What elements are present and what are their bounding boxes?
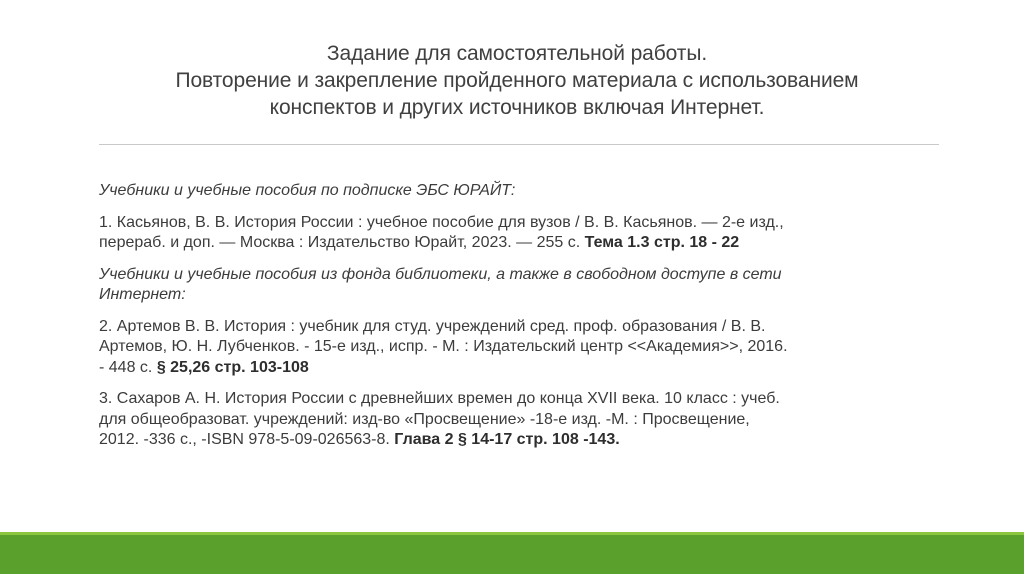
reference-2-pages: § 25,26 стр. 103-108 <box>156 358 309 376</box>
reference-3-line-3 <box>99 430 944 451</box>
section-heading-library <box>99 265 944 306</box>
reference-1-line-1: 1. Касьянов, В. В. История России : учебное пособие для вузов / В. В. Касьянов. — 2-е изд., <box>99 213 784 231</box>
title-line-2: Повторение и закрепление пройденного материала с использованием <box>175 69 859 92</box>
reference-3-line-1: 3. Сахаров А. Н. История России с древнейших времен до конца XVII века. 10 класс : учеб. <box>99 390 780 407</box>
slide-body <box>99 181 944 462</box>
heading-2-line-2: Интернет: <box>99 286 186 303</box>
heading-2-line-1: Учебники и учебные пособия из фонда библиотеки, а также в свободном доступе в сети <box>99 265 782 283</box>
reference-2-text: - 448 с. <box>99 358 157 376</box>
reference-1-line-2 <box>99 233 944 254</box>
reference-2-line-2: Артемов, Ю. Н. Лубченков. - 15-е изд., испр. - М. : Издательский центр <<Академия>>, 2016. <box>99 338 788 355</box>
reference-2-line-1: 2. Артемов В. В. История : учебник для студ. учреждений сред. проф. образования / В. В. <box>99 317 766 335</box>
title-divider <box>99 144 939 145</box>
reference-item-3 <box>99 389 944 451</box>
reference-item-2 <box>99 317 944 379</box>
footer-accent-bar <box>0 532 1024 574</box>
footer-accent-band <box>0 535 1024 574</box>
reference-3-line-2: для общеобразоват. учреждений: изд-во «Просвещение» -18-е изд. -М. : Просвещение, <box>99 410 750 428</box>
section-heading-subscription <box>99 181 944 202</box>
reference-3-text: 2012. -336 с., -ISBN 978-5-09-026563-8. <box>99 431 395 448</box>
title-line-3: конспектов и других источников включая Интернет. <box>269 96 765 119</box>
slide-title <box>90 40 944 121</box>
reference-3-pages: Глава 2 § 14-17 стр. 108 -143. <box>394 431 620 448</box>
heading-text: Учебники и учебные пособия по подписке ЭБС ЮРАЙТ: <box>99 182 516 199</box>
reference-1-pages: Тема 1.3 стр. 18 - 22 <box>584 234 740 251</box>
title-line-1: Задание для самостоятельной работы. <box>326 42 708 65</box>
reference-item-1 <box>99 213 944 254</box>
reference-1-text: перераб. и доп. — Москва : Издательство Юрайт, 2023. — 255 с. <box>99 234 585 251</box>
reference-2-line-3 <box>99 358 944 379</box>
